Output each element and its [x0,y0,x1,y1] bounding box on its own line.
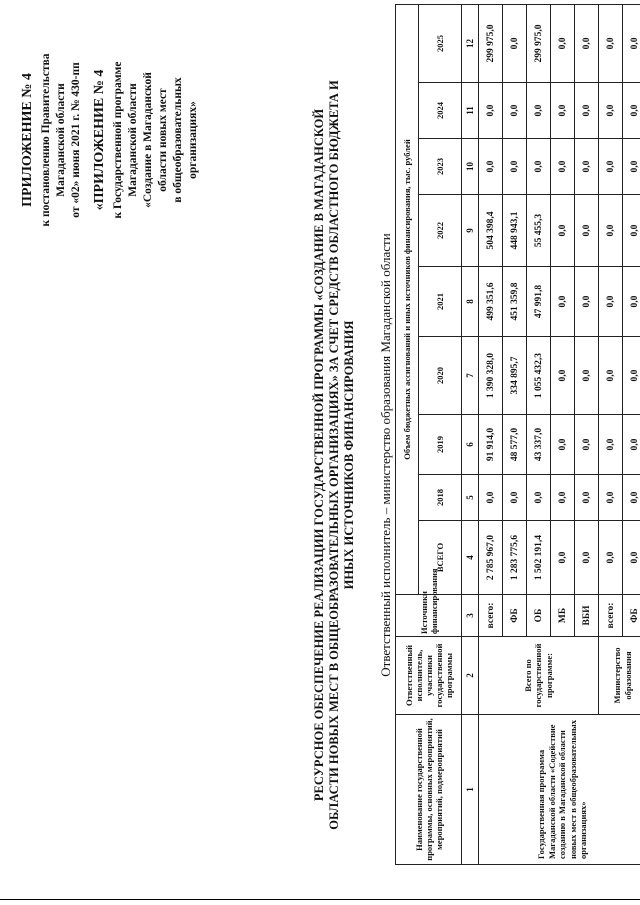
amount-cell: 0,0 [575,475,599,521]
amount-cell: 1 283 775,6 [503,521,527,595]
column-number: 8 [462,267,479,337]
amount-cell: 451 359,8 [503,267,527,337]
amount-cell: 47 991,8 [527,267,551,337]
col-header-year: 2020 [419,337,462,415]
column-number: 1 [462,715,479,865]
column-number: 9 [462,195,479,267]
funding-source-cell: ФБ [503,595,527,637]
program-name-cell: Государственная программа Магаданской области «Содействие созданию в Магаданской области новых мест в общеобразовательных организациях» [479,715,640,865]
amount-cell: 0,0 [527,475,551,521]
amount-cell: 0,0 [551,195,575,267]
funding-source-cell: всего: [479,595,503,637]
amount-cell: 0,0 [575,415,599,475]
amount-cell: 1 502 191,4 [527,521,551,595]
amount-cell: 0,0 [551,475,575,521]
amount-cell: 0,0 [623,475,640,521]
amount-cell: 0,0 [599,337,623,415]
amount-cell: 48 577,0 [503,415,527,475]
col-header-executor: Ответственный исполнитель, участники государственной программы [396,637,462,715]
funding-source-cell: ВБИ [575,595,599,637]
amount-cell: 0,0 [575,195,599,267]
funding-table [395,4,640,865]
amount-cell: 0,0 [479,83,503,139]
amount-cell: 0,0 [551,337,575,415]
amount-cell: 0,0 [599,195,623,267]
amount-cell: 0,0 [479,139,503,195]
amount-cell: 0,0 [599,139,623,195]
amount-cell: 0,0 [479,475,503,521]
amount-cell: 504 398,4 [479,195,503,267]
column-number-row [462,4,479,864]
funding-table-body [479,4,640,864]
col-header-year: 2019 [419,415,462,475]
page-edge-line [0,899,640,900]
column-number: 2 [462,637,479,715]
amount-cell: 0,0 [527,83,551,139]
amount-cell: 448 943,1 [503,195,527,267]
amount-cell: 1 390 328,0 [479,337,503,415]
amount-cell: 299 975,0 [479,4,503,82]
column-number: 12 [462,4,479,82]
col-header-year: 2021 [419,267,462,337]
amount-cell: 0,0 [503,475,527,521]
amount-cell: 0,0 [575,337,599,415]
amount-cell: 1 055 432,3 [527,337,551,415]
decree-line: к постановлению Правительства [40,53,52,227]
column-number: 10 [462,139,479,195]
appendix-title: ПРИЛОЖЕНИЕ № 4 [20,73,35,207]
group-total-cell: Всего по государственной программе: [479,637,599,715]
funding-source-cell: ФБ [623,595,640,637]
amount-cell: 55 455,3 [527,195,551,267]
amount-cell: 0,0 [623,195,640,267]
amount-cell: 0,0 [551,83,575,139]
amount-cell: 0,0 [599,475,623,521]
amount-cell: 0,0 [599,415,623,475]
amount-cell: 0,0 [623,267,640,337]
program-line: области новых мест [157,88,169,192]
column-number: 11 [462,83,479,139]
amount-cell: 0,0 [575,83,599,139]
program-line: в общеобразовательных [172,77,184,203]
column-number: 3 [462,595,479,637]
amount-cell: 0,0 [575,521,599,595]
title-line: РЕСУРСНОЕ ОБЕСПЕЧЕНИЕ РЕАЛИЗАЦИИ ГОСУДАРСТВЕННОЙ ПРОГРАММЫ «СОЗДАНИЕ В МАГАДАНСКОЙ [312,108,326,802]
col-header-year: 2018 [419,475,462,521]
amount-cell: 0,0 [575,267,599,337]
appendix-header [20,15,201,265]
funding-source-cell: МБ [551,595,575,637]
program-appendix-title: «ПРИЛОЖЕНИЕ № 4 [92,69,107,211]
amount-cell: 0,0 [623,415,640,475]
amount-cell: 0,0 [599,521,623,595]
column-number: 5 [462,475,479,521]
funding-table-wrap [395,5,640,865]
group-ministry-cell: Министерство образования [599,637,640,715]
program-line: к Государственной программе [112,61,124,219]
amount-cell: 0,0 [623,83,640,139]
amount-cell: 334 895,7 [503,337,527,415]
amount-cell: 0,0 [551,267,575,337]
col-header-year: 2025 [419,4,462,82]
amount-cell: 0,0 [599,267,623,337]
table-row [479,4,503,864]
amount-cell: 2 785 967,0 [479,521,503,595]
amount-cell: 0,0 [623,139,640,195]
responsible-executor: Ответственный исполнитель – министерство образования Магаданской области [378,233,393,677]
amount-cell: 0,0 [623,337,640,415]
program-line: «Создание в Магаданской [142,72,154,208]
amount-cell: 0,0 [551,415,575,475]
title-line: ИНЫХ ИСТОЧНИКОВ ФИНАНСИРОВАНИЯ [342,320,356,590]
col-header-year: 2022 [419,195,462,267]
amount-cell: 0,0 [599,4,623,82]
column-number: 6 [462,415,479,475]
funding-source-cell: всего: [599,595,623,637]
amount-cell: 0,0 [527,139,551,195]
decree-line: от «02» июня 2021 г. № 430-пп [70,62,82,218]
col-header-year: 2024 [419,83,462,139]
amount-cell: 0,0 [599,83,623,139]
amount-cell: 0,0 [503,4,527,82]
amount-cell: 0,0 [551,4,575,82]
funding-source-cell: ОБ [527,595,551,637]
decree-line: Магаданской области [55,83,67,197]
amount-cell: 0,0 [503,83,527,139]
program-line: организациях» [187,101,199,179]
amount-cell: 0,0 [551,139,575,195]
column-number: 4 [462,521,479,595]
amount-cell: 0,0 [551,521,575,595]
col-header-source: Источники финансирования [396,595,462,637]
program-line: Магаданской области [127,83,139,197]
amount-cell: 0,0 [503,139,527,195]
amount-cell: 0,0 [623,521,640,595]
column-number: 7 [462,337,479,415]
amount-cell: 43 337,0 [527,415,551,475]
col-header-total: ВСЕГО [419,521,462,595]
amount-cell: 499 351,6 [479,267,503,337]
amount-cell: 299 975,0 [527,4,551,82]
amount-cell: 0,0 [623,4,640,82]
col-header-funding: Объем бюджетных ассигнований и иных источников финансирования, тыс. рублей [396,4,419,594]
title-line: ОБЛАСТИ НОВЫХ МЕСТ В ОБЩЕОБРАЗОВАТЕЛЬНЫХ ОРГАНИЗАЦИЯХ» ЗА СЧЕТ СРЕДСТВ ОБЛАСТНОГО БЮДЖЕТА И [327,80,341,830]
document-title [312,45,357,865]
col-header-year: 2023 [419,139,462,195]
amount-cell: 91 914,0 [479,415,503,475]
col-header-name: Наименование государственной программы, основных мероприятий, мероприятий, подмероприятий [396,715,462,865]
amount-cell: 0,0 [575,139,599,195]
amount-cell: 0,0 [575,4,599,82]
